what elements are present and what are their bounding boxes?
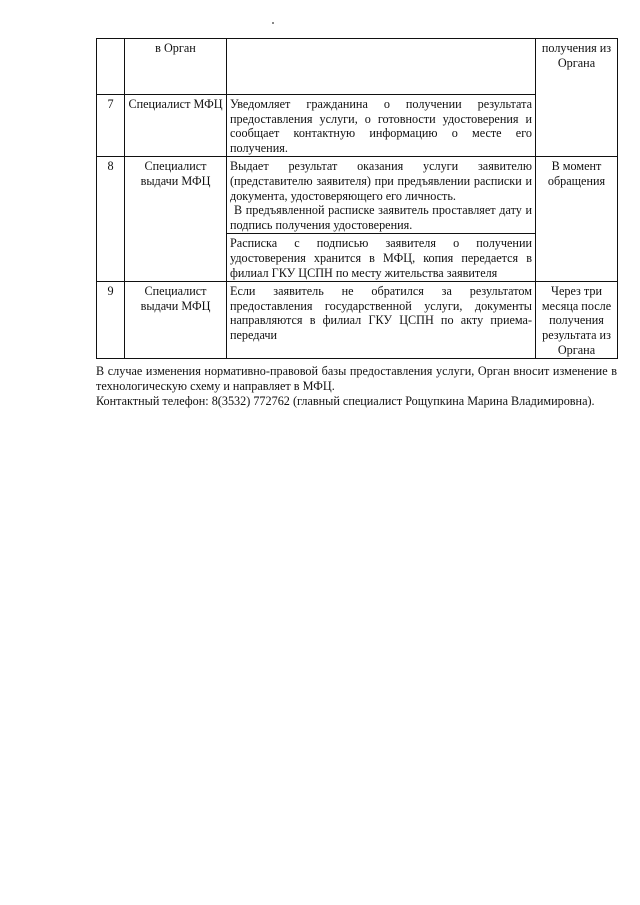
cell-description: [227, 157, 536, 234]
table-row: [97, 282, 618, 359]
cell-description: Уведомляет гражданина о получении результата предоставления услуги, о готовности удостоверения и сообщает контактную информацию о месте его получения.: [227, 95, 536, 157]
cell-time: В момент обращения: [536, 157, 618, 282]
cell-number: [97, 39, 125, 95]
cell-actor: в Орган: [125, 39, 227, 95]
cell-description: Расписка с подписью заявителя о получении удостоверения хранится в МФЦ, копия передается в филиал ГКУ ЦСПН по месту жительства заявителя: [227, 234, 536, 282]
cell-time: Через три месяца после получения результата из Органа: [536, 282, 618, 359]
cell-description: [227, 39, 536, 95]
cell-actor: Специалист выдачи МФЦ: [125, 282, 227, 359]
footer-notes: [96, 364, 617, 410]
table-row: [97, 39, 618, 95]
cell-actor: Специалист МФЦ: [125, 95, 227, 157]
footer-paragraph-contact: Контактный телефон: 8(3532) 772762 (главный специалист Рощупкина Марина Владимировна).: [96, 394, 595, 409]
description-paragraph: В предъявленной расписке заявитель проставляет дату и подпись получения удостоверения.: [230, 203, 532, 232]
table-row: [97, 157, 618, 234]
footer-paragraph-change-notice: В случае изменения нормативно-правовой базы предоставления услуги, Орган вносит изменение в технологическую схему и направляет в МФЦ.: [96, 364, 617, 394]
process-table: [96, 38, 618, 359]
cell-number: 7: [97, 95, 125, 157]
cell-description: Если заявитель не обратился за результатом предоставления государственной услуги, документы направляются в филиал ГКУ ЦСПН по акту приема-передачи: [227, 282, 536, 359]
cell-number: 8: [97, 157, 125, 282]
cell-actor: Специалист выдачи МФЦ: [125, 157, 227, 282]
cell-number: 9: [97, 282, 125, 359]
scan-dot: [272, 22, 274, 24]
description-paragraph: Выдает результат оказания услуги заявителю (представителю заявителя) при предъявлении расписки и документа, удостоверяющего его личность.: [230, 159, 532, 203]
time-text: получения из Органа: [541, 41, 612, 70]
cell-time: [536, 39, 618, 157]
